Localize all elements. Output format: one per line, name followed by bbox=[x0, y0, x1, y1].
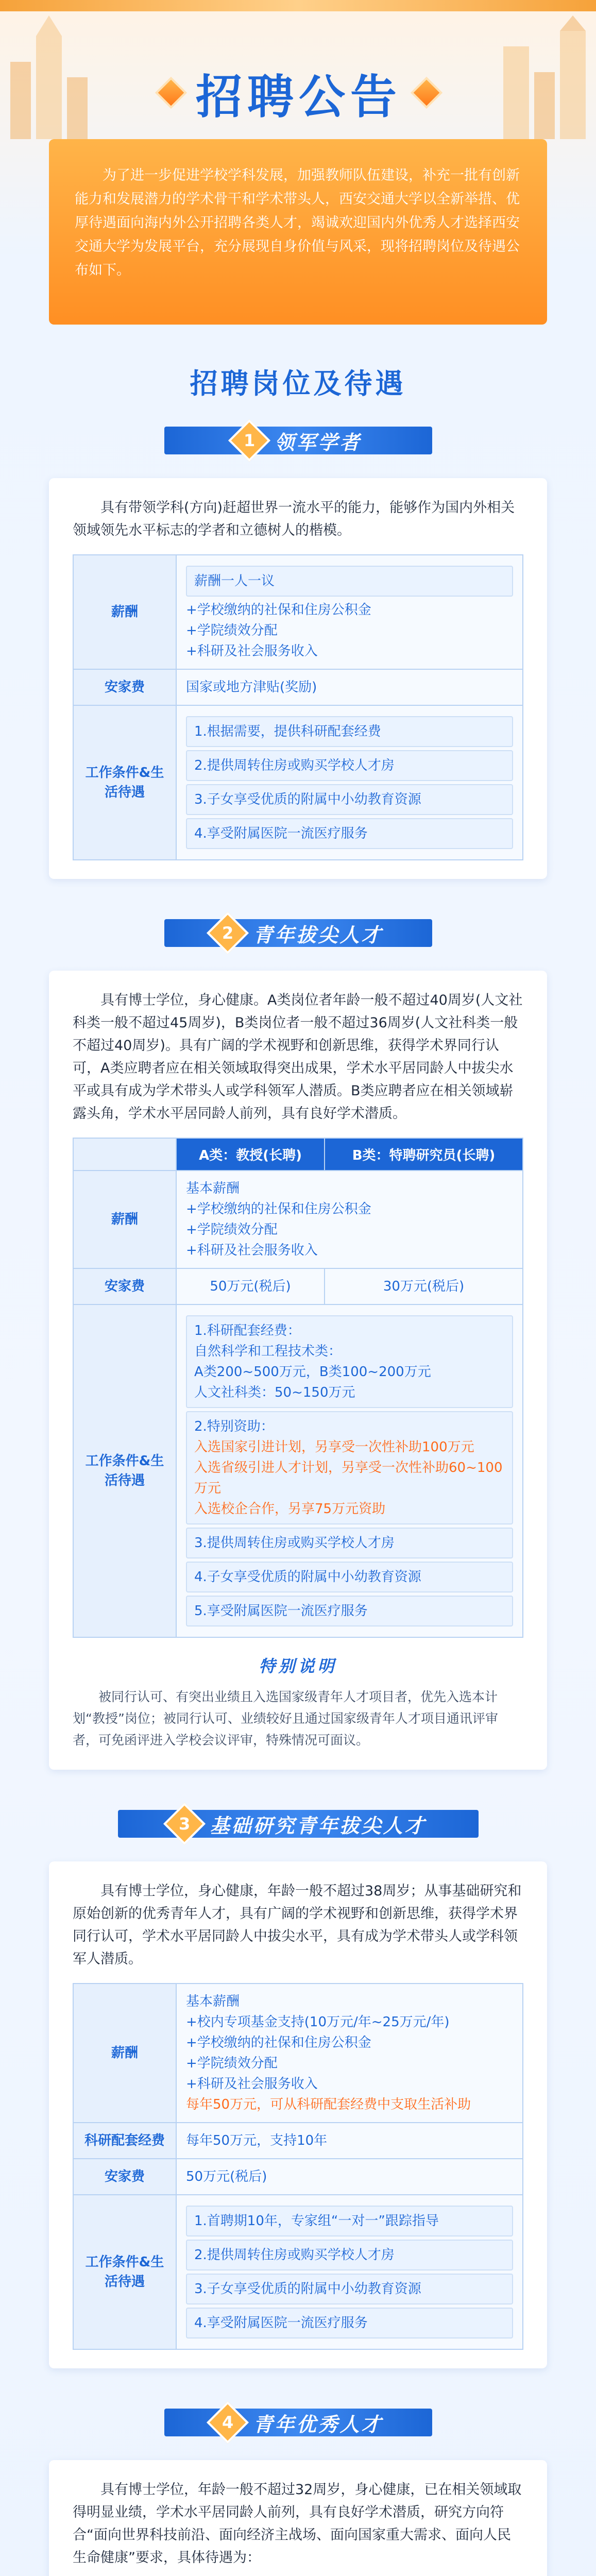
row-value bbox=[176, 2195, 523, 2349]
column-b-header: B类：特聘研究员(长聘) bbox=[325, 1138, 523, 1171]
diamond-left-icon bbox=[155, 77, 187, 109]
list-item: +学院绩效分配 bbox=[186, 623, 278, 638]
row-label: 科研配套经费 bbox=[73, 2123, 176, 2159]
list-item: 5.享受附属医院一流医疗服务 bbox=[186, 1596, 513, 1626]
row-label: 安家费 bbox=[73, 669, 176, 705]
table-header-row bbox=[73, 1138, 523, 1171]
section-4-desc: 具有博士学位，年龄一般不超过32周岁，身心健康，已在相关领域取得明显业绩，学术水平居同龄人前列，具有良好学术潜质，研究方向符合“面向世界科技前沿、面向经济主战场、面向国家重大需求、面向人民生命健康”要求，具体待遇为： bbox=[73, 2482, 522, 2566]
row-label: 工作条件&生活待遇 bbox=[73, 1304, 176, 1637]
row-label: 工作条件&生活待遇 bbox=[73, 705, 176, 860]
table-row bbox=[73, 555, 523, 669]
section-label: 青年拔尖人才 bbox=[253, 923, 383, 946]
list-item: 4.享受附属医院一流医疗服务 bbox=[186, 2308, 513, 2338]
skyline-right-decoration bbox=[483, 15, 596, 139]
intro-text: 为了进一步促进学校学科发展，加强教师队伍建设，补充一批有创新能力和发展潜力的学术骨干和学术带头人，西安交通大学以全新举措、优厚待遇面向海内外公开招聘各类人才，竭诚欢迎国内外优秀人才选择西安交通大学为发展平台，充分展现自身价值与风采，现将招聘岗位及待遇公布如下。 bbox=[49, 139, 547, 325]
list-item: +学校缴纳的社保和住房公积金 bbox=[186, 602, 371, 618]
section-1-desc: 具有带领学科(方向)赶超世界一流水平的能力，能够作为国内外相关领域领先水平标志的学者和立德树人的楷模。 bbox=[73, 500, 515, 538]
list-item: 3.子女享受优质的附属中小幼教育资源 bbox=[186, 2274, 513, 2304]
settle-b-value: 30万元(税后) bbox=[325, 1268, 523, 1304]
list-item: +学校缴纳的社保和住房公积金 bbox=[186, 1201, 371, 1217]
list-item: 2.特别资助： bbox=[194, 1419, 274, 1434]
page-title: 招聘公告 bbox=[196, 70, 402, 124]
list-item: 4.享受附属医院一流医疗服务 bbox=[186, 818, 513, 849]
list-item: 1.根据需要，提供科研配套经费 bbox=[186, 716, 513, 747]
section-4-ribbon bbox=[149, 2399, 448, 2446]
table-row bbox=[73, 669, 523, 705]
list-item: 入选省级引进人才计划，另享受一次性补助60~100万元 bbox=[194, 1460, 503, 1496]
row-value: 50万元(税后) bbox=[176, 2159, 523, 2195]
list-item: 1.科研配套经费： bbox=[194, 1323, 301, 1338]
skyline-left-decoration bbox=[0, 15, 113, 139]
section-3-table bbox=[73, 1983, 523, 2350]
section-2-table bbox=[73, 1138, 523, 1638]
empty-header bbox=[73, 1138, 176, 1171]
section-number: 2 bbox=[222, 923, 234, 943]
list-item: 人文社科类：50~150万元 bbox=[194, 1385, 355, 1400]
table-row bbox=[73, 2195, 523, 2349]
row-value bbox=[176, 1984, 523, 2123]
list-item: 1.首聘期10年，专家组“一对一”跟踪指导 bbox=[186, 2206, 513, 2236]
section-4-card bbox=[49, 2460, 547, 2576]
list-item: 2.提供周转住房或购买学校人才房 bbox=[186, 750, 513, 781]
list-item: +学院绩效分配 bbox=[186, 2056, 278, 2071]
section-label: 青年优秀人才 bbox=[253, 2413, 383, 2436]
list-item: 基本薪酬 bbox=[186, 1181, 240, 1196]
list-item: 3.子女享受优质的附属中小幼教育资源 bbox=[186, 784, 513, 815]
list-item: +学院绩效分配 bbox=[186, 1222, 278, 1238]
title-wrap bbox=[134, 62, 464, 124]
header bbox=[0, 0, 596, 139]
section-2-card bbox=[49, 971, 547, 1770]
section-1-table bbox=[73, 554, 523, 860]
section-number-badge bbox=[207, 912, 249, 954]
row-value bbox=[176, 555, 523, 669]
list-item: 基本薪酬 bbox=[186, 1994, 240, 2009]
list-item: +学校缴纳的社保和住房公积金 bbox=[186, 2035, 371, 2050]
list-item: A类200~500万元，B类100~200万元 bbox=[194, 1364, 431, 1380]
table-row bbox=[73, 1984, 523, 2123]
list-item-group bbox=[186, 1315, 513, 1408]
list-item: 自然科学和工程技术类： bbox=[194, 1344, 342, 1359]
list-item-group bbox=[186, 1411, 513, 1524]
table-row bbox=[73, 1171, 523, 1268]
list-item: +科研及社会服务收入 bbox=[186, 2076, 318, 2092]
row-label: 薪酬 bbox=[73, 1171, 176, 1268]
row-label: 薪酬 bbox=[73, 555, 176, 669]
section-2-ribbon bbox=[149, 910, 448, 956]
section-number-badge bbox=[163, 1803, 206, 1845]
section-3-ribbon bbox=[103, 1801, 494, 1847]
section-1-card bbox=[49, 478, 547, 879]
table-row bbox=[73, 705, 523, 860]
row-label: 安家费 bbox=[73, 2159, 176, 2195]
section-number: 1 bbox=[244, 430, 256, 450]
row-value: 国家或地方津贴(奖励) bbox=[176, 669, 523, 705]
section-title: 招聘岗位及待遇 bbox=[190, 366, 406, 400]
table-row bbox=[73, 1304, 523, 1637]
top-bar bbox=[0, 0, 596, 11]
row-label: 工作条件&生活待遇 bbox=[73, 2195, 176, 2349]
section-2-desc: 具有博士学位，身心健康。A类岗位者年龄一般不超过40周岁(人文社科类一般不超过45周岁)，B类岗位者一般不超过36周岁(人文社科类一般不超过40周岁)。具有广阔的学术视野和创新思维，获得学术界同行认可，A类应聘者应在相关领域取得突出成果，学术水平居同龄人中拔尖水平或具有成为学术带头人或学科领军人潜质。B类应聘者应在相关领域崭露头角，学术水平居同龄人前列，具有良好学术潜质。 bbox=[73, 992, 523, 1122]
list-item: +科研及社会服务收入 bbox=[186, 1243, 318, 1258]
row-value: 每年50万元，支持10年 bbox=[176, 2123, 523, 2159]
list-item: 3.提供周转住房或购买学校人才房 bbox=[186, 1528, 513, 1558]
row-value bbox=[176, 705, 523, 860]
list-item: 薪酬一人一议 bbox=[186, 566, 513, 597]
section-3-card bbox=[49, 1861, 547, 2368]
column-a-header: A类：教授(长聘) bbox=[176, 1138, 325, 1171]
note-title: 特别说明 bbox=[259, 1656, 337, 1676]
note-text: 被同行认可、有突出业绩且入选国家级青年人才项目者，优先入选本计划“教授”岗位；被同行认可、业绩较好且通过国家级青年人才项目通讯评审者，可免函评进入学校会议评审，特殊情况可面议。 bbox=[73, 1689, 498, 1748]
table-row bbox=[73, 1268, 523, 1304]
row-label: 薪酬 bbox=[73, 1984, 176, 2123]
list-item: 每年50万元，可从科研配套经费中支取生活补助 bbox=[186, 2097, 471, 2112]
settle-a-value: 50万元(税后) bbox=[176, 1268, 325, 1304]
row-value bbox=[176, 1171, 523, 1268]
list-item: +校内专项基金支持(10万元/年~25万元/年) bbox=[186, 2014, 450, 2030]
list-item: 入选校企合作，另享75万元资助 bbox=[194, 1501, 386, 1517]
section-1-ribbon bbox=[149, 417, 448, 464]
list-item: 2.提供周转住房或购买学校人才房 bbox=[186, 2240, 513, 2270]
table-row bbox=[73, 2123, 523, 2159]
section-label: 基础研究青年拔尖人才 bbox=[210, 1814, 427, 1837]
list-item: +科研及社会服务收入 bbox=[186, 643, 318, 659]
section-number: 4 bbox=[222, 2412, 234, 2432]
row-value bbox=[176, 1304, 523, 1637]
section-number-badge bbox=[228, 419, 270, 462]
row-label: 安家费 bbox=[73, 1268, 176, 1304]
diamond-right-icon bbox=[411, 77, 442, 109]
section-3-desc: 具有博士学位，身心健康，年龄一般不超过38周岁；从事基础研究和原始创新的优秀青年人才，具有广阔的学术视野和创新思维，获得学术界同行认可，学术水平居同龄人中拔尖水平，具有成为学术带头人或学科领军人潜质。 bbox=[73, 1883, 522, 1967]
table-row bbox=[73, 2159, 523, 2195]
list-item: 4.子女享受优质的附属中小幼教育资源 bbox=[186, 1562, 513, 1592]
section-label: 领军学者 bbox=[275, 431, 362, 454]
section-number-badge bbox=[207, 2401, 249, 2444]
section-number: 3 bbox=[179, 1814, 191, 1834]
list-item: 入选国家引进计划，另享受一次性补助100万元 bbox=[194, 1439, 474, 1455]
